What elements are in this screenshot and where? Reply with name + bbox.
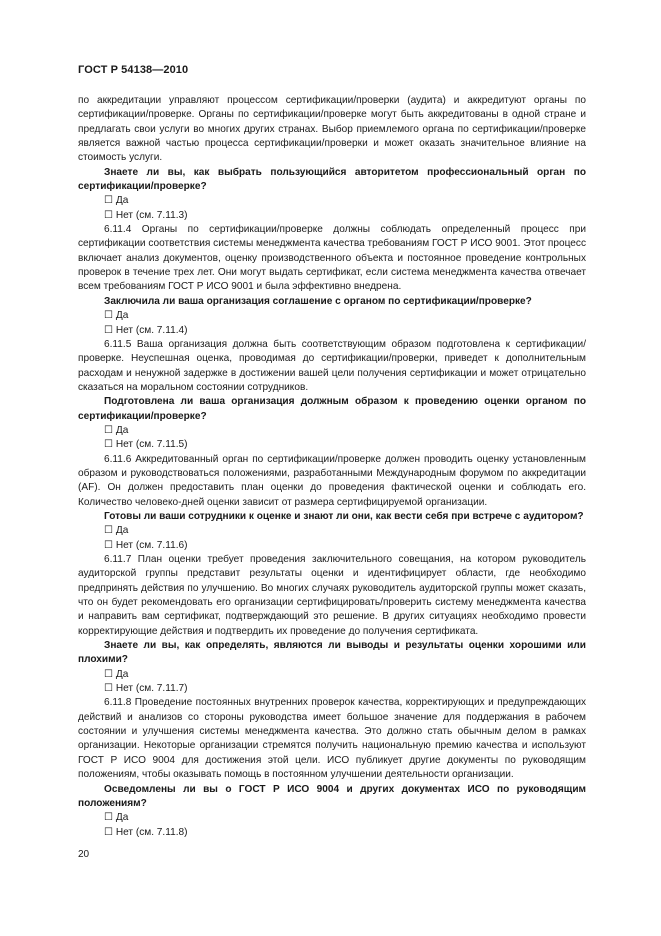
question-5: Знаете ли вы, как определять, являются ли выводы и результаты оценки хорошими или плохими? bbox=[78, 640, 586, 666]
document-header: ГОСТ Р 54138—2010 bbox=[78, 64, 189, 76]
question-5-option-no[interactable]: ☐ Нет (см. 7.11.7) bbox=[104, 683, 188, 695]
paragraph-6-11-8: 6.11.8 Проведение постоянных внутренних проверок качества, корректирующих и предупреждающих действий и анализов со стороны руководства имеет большое значение для поддержания в рабочем состоянии и улучшения системы менеджмента качества. Это должно стать обычным делом в рамках организации. Некоторые организации стремятся получить национальную премию качества и используют ГОСТ Р ИСО 9004 для достижения этой цели. ИСО публикует другие документы по руководящим положениям, чтобы оказывать помощь в постоянном улучшении деятельности организации. bbox=[78, 697, 586, 781]
paragraph-6-11-6: 6.11.6 Аккредитованный орган по сертификации/проверке должен проводить оценку установленным образом и руководствоваться положениями, разработанными Международным форумом по аккредитации (AF). Он должен предоставить план оценки до проведения фактической оценки и соблюдать его. Количество человеко-дней оценки зависит от размера сертифицируемой организации. bbox=[78, 453, 586, 508]
paragraph-6-11-7: 6.11.7 План оценки требует проведения заключительного совещания, на котором руководитель аудиторской группы представит результаты оценки и идентифицирует области, где необходимо предпринять действия по улучшению. Во многих случаях руководитель аудиторской группы может сказать, что он будет рекомендовать его организации сертифицировать/проверить систему менеджмента качества и направить вам сертификат, подтверждающий это решение. В других ситуациях необходимо провести корректирующие действия и подтвердить их проведение до получения сертификата. bbox=[78, 554, 586, 637]
question-4-option-no[interactable]: ☐ Нет (см. 7.11.6) bbox=[104, 539, 188, 551]
paragraph-6-11-5: 6.11.5 Ваша организация должна быть соответствующим образом подготовлена к сертификации/проверке. Неуспешная оценка, проводимая до сертификации/проверки, приведет к дополнительным расходам и ненужной задержке в достижении вашей цели получения сертификации и может отрицательно сказаться на моральном состоянии сотрудников. bbox=[78, 338, 586, 393]
question-3: Подготовлена ли ваша организация должным образом к проведению оценки органом по сертификации/проверке? bbox=[78, 396, 586, 422]
question-6-option-yes[interactable]: ☐ Да bbox=[104, 812, 129, 824]
page-number: 20 bbox=[78, 849, 90, 860]
question-1-option-no[interactable]: ☐ Нет (см. 7.11.3) bbox=[104, 209, 188, 221]
question-4-option-yes[interactable]: ☐ Да bbox=[104, 525, 129, 537]
question-6-option-no[interactable]: ☐ Нет (см. 7.11.8) bbox=[104, 826, 188, 838]
question-3-option-yes[interactable]: ☐ Да bbox=[104, 424, 129, 436]
question-1: Знаете ли вы, как выбрать пользующийся авторитетом профессиональный орган по сертификации/проверке? bbox=[78, 166, 586, 193]
question-5-option-yes[interactable]: ☐ Да bbox=[104, 668, 129, 680]
document-body bbox=[78, 94, 586, 840]
question-4: Готовы ли ваши сотрудники к оценке и знают ли они, как вести себя при встрече с аудитором? bbox=[104, 510, 584, 522]
paragraph-intro: по аккредитации управляют процессом сертификации/проверки (аудита) и аккредитуют органы по сертификации/проверке. Органы по сертификации/проверке могут быть аккредитованы в одной стране и предлагать свои услуги во многих других странах. Выбор приемлемого органа по сертификации/проверке является важной частью процесса сертификации/проверки и может оказать значительное влияние на стоимость услуги. bbox=[78, 95, 586, 164]
paragraph-6-11-4: 6.11.4 Органы по сертификации/проверке должны соблюдать определенный процесс при сертификации соответствия системы менеджмента качества требованиям ГОСТ Р ИСО 9001. Этот процесс включает анализ документов, оценку производственного объекта и постоянное проведение контрольных проверок в течение трех лет. Они могут выдать сертификат, если система менеджмента качества отвечает всем требованиям ГОСТ Р ИСО 9001 и была эффективно внедрена. bbox=[78, 224, 586, 293]
question-3-option-no[interactable]: ☐ Нет (см. 7.11.5) bbox=[104, 439, 188, 451]
question-2-option-yes[interactable]: ☐ Да bbox=[104, 310, 129, 322]
question-2: Заключила ли ваша организация соглашение с органом по сертификации/проверке? bbox=[104, 295, 532, 307]
question-2-option-no[interactable]: ☐ Нет (см. 7.11.4) bbox=[104, 324, 188, 336]
question-6: Осведомлены ли вы о ГОСТ Р ИСО 9004 и других документах ИСО по руководящим положениям? bbox=[78, 783, 586, 809]
question-1-option-yes[interactable]: ☐ Да bbox=[104, 195, 129, 207]
